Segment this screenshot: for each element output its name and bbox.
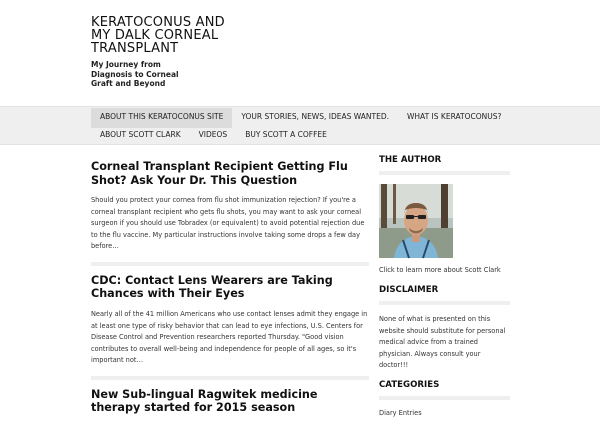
post-excerpt: Should you protect your cornea from flu shot immunization rejection? If you're a corneal transplant recipient who gets flu shots, you may want to ask your corneal surgeon if you should use Tobradex (or equivalent) to avoid potential rejection due to the flu vaccine. My particular instructions involve taking some drops a few day before… <box>91 196 365 251</box>
main-content <box>91 160 369 423</box>
author-widget-title: THE AUTHOR <box>379 155 510 175</box>
post <box>91 160 369 266</box>
nav-item-buy-coffee[interactable]: BUY SCOTT A COFFEE <box>245 130 327 139</box>
post <box>91 388 369 415</box>
post <box>91 274 369 380</box>
categories-widget-title: CATEGORIES <box>379 380 510 400</box>
nav-row-1 <box>91 108 511 128</box>
nav-item-about-site[interactable]: ABOUT THIS KERATOCONUS SITE <box>91 108 232 128</box>
categories-widget <box>379 380 510 417</box>
nav-item-videos[interactable]: VIDEOS <box>198 130 228 139</box>
nav-row-2 <box>91 126 336 146</box>
category-link[interactable]: Diary Entries <box>379 408 422 417</box>
disclaimer-widget-title: DISCLAIMER <box>379 285 510 305</box>
author-caption-link[interactable]: Click to learn more about Scott Clark <box>379 266 501 274</box>
post-title[interactable]: Corneal Transplant Recipient Getting Flu Shot? Ask Your Dr. This Question <box>91 160 348 187</box>
sidebar <box>379 155 510 425</box>
disclaimer-text: None of what is presented on this website should substitute for personal medical advice from a trained physician. Always consult your doctor!!! <box>379 315 506 369</box>
author-photo[interactable] <box>379 184 453 258</box>
site-header <box>91 16 231 89</box>
site-title[interactable]: KERATOCONUS AND MY DALK CORNEAL TRANSPLANT <box>91 15 225 56</box>
post-excerpt: Nearly all of the 41 million Americans who use contact lenses admit they engage in at least one type of risky behavior that can lead to eye infections, U.S. Centers for Disease Control and Prevention researchers reported Thursday. "Good vision contributes to overall well-being and independence for people of all ages, so it's important not… <box>91 309 368 365</box>
post-title[interactable]: New Sub-lingual Ragwitek medicine therapy started for 2015 season <box>91 387 318 415</box>
main-navigation <box>0 106 600 145</box>
nav-item-what-is-keratoconus[interactable]: WHAT IS KERATOCONUS? <box>406 112 502 121</box>
author-widget <box>379 155 510 274</box>
nav-item-your-stories[interactable]: YOUR STORIES, NEWS, IDEAS WANTED. <box>241 112 389 121</box>
site-tagline: My Journey from Diagnosis to Corneal Graft and Beyond <box>91 60 179 88</box>
post-title[interactable]: CDC: Contact Lens Wearers are Taking Chances with Their Eyes <box>91 273 333 301</box>
nav-item-about-scott-clark[interactable]: ABOUT SCOTT CLARK <box>100 130 181 139</box>
disclaimer-widget <box>379 285 510 372</box>
